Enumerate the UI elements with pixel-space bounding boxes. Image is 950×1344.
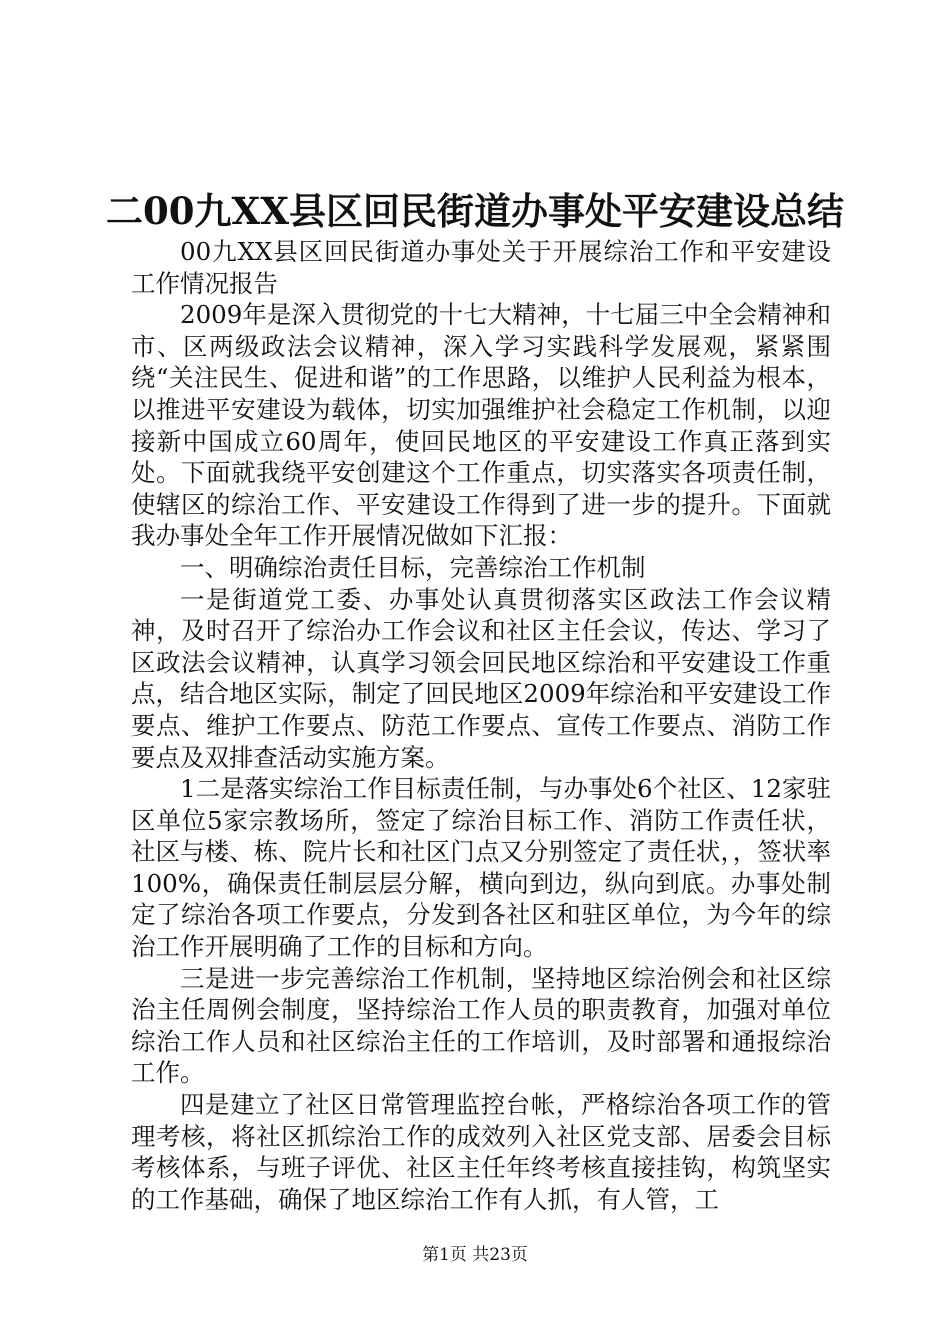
paragraph-item-4: 四是建立了社区日常管理监控台帐，严格综治各项工作的管理考核，将社区抓综治工作的成效列入社区党支部、居委会目标考核体系，与班子评优、社区主任年终考核直接挂钩，构筑坚实的工作基础，确保了地区综治工作有人抓，有人管，工 — [131, 1090, 831, 1214]
document-body — [131, 236, 831, 1215]
paragraph-item-2: 1二是落实综治工作目标责任制，与办事处6个社区、12家驻区单位5家宗教场所，签定了综治目标工作、消防工作责任状，社区与楼、栋、院片长和社区门点又分别签定了责任状，，签状率100%，确保责任制层层分解，横向到边，纵向到底。办事处制定了综治各项工作要点，分发到各社区和驻区单位，为今年的综治工作开展明确了工作的目标和方向。 — [131, 774, 831, 962]
document-title: 二00九XX县区回民街道办事处平安建设总结 — [106, 189, 844, 233]
section-heading-1: 一、明确综治责任目标，完善综治工作机制 — [180, 552, 646, 582]
paragraph-item-1: 一是街道党工委、办事处认真贯彻落实区政法工作会议精神，及时召开了综治办工作会议和社区主任会议，传达、学习了区政法会议精神，认真学习领会回民地区综治和平安建设工作重点，结合地区实际，制定了回民地区2009年综治和平安建设工作要点、维护工作要点、防范工作要点、宣传工作要点、消防工作要点及双排查活动实施方案。 — [131, 584, 831, 772]
paragraph-item-3: 三是进一步完善综治工作机制，坚持地区综治例会和社区综治主任周例会制度，坚持综治工作人员的职责教育，加强对单位综治工作人员和社区综治主任的工作培训，及时部署和通报综治工作。 — [131, 963, 831, 1088]
paragraph-subtitle: 00九XX县区回民街道办事处关于开展综治工作和平安建设工作情况报告 — [131, 237, 831, 298]
paragraph-introduction: 2009年是深入贯彻党的十七大精神，十七届三中全会精神和市、区两级政法会议精神，深入学习实践科学发展观，紧紧围绕“关注民生、促进和谐”的工作思路，以维护人民利益为根本，以推进平安建设为载体，切实加强维护社会稳定工作机制，以迎接新中国成立60周年，使回民地区的平安建设工作真正落到实处。下面就我绕平安创建这个工作重点，切实落实各项责任制，使辖区的综治工作、平安建设工作得到了进一步的提升。下面就我办事处全年工作开展情况做如下汇报： — [131, 300, 831, 551]
page-footer: 第1页 共23页 — [422, 1245, 528, 1265]
